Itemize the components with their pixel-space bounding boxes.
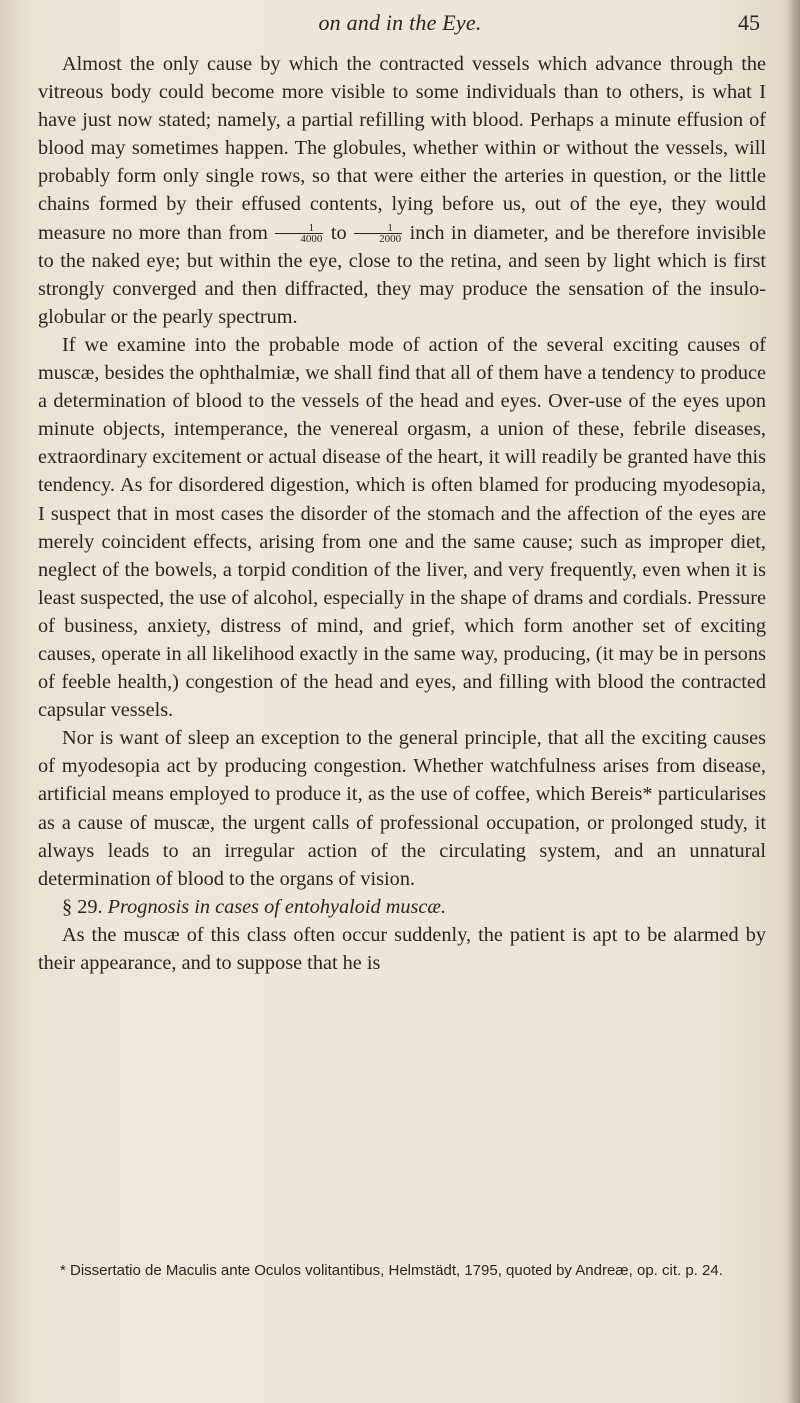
page-edge-shadow (786, 0, 800, 1403)
fraction-one-two-thousandth (354, 223, 402, 244)
paragraph-1 (38, 50, 766, 331)
page-number: 45 (738, 10, 760, 35)
paragraph-3: Nor is want of sleep an exception to the general principle, that all the exciting causes of myodesopia act by producing congestion. Whether watchfulness arises from disease, artificial means employed to produce it, as the use of coffee, which Bereis* particularises as a cause of muscæ, the urgent calls of professional occupation, or prolonged study, it always leads to an irregular action of the circulating system, and an unnatural determination of blood to the organs of vision. (38, 727, 766, 890)
section-title: Prognosis in cases of entohyaloid muscæ. (107, 895, 447, 918)
paragraph-1-part-a: Almost the only cause by which the contracted vessels which advance through the vitreous body could become more visible to some individuals than to others, is what I have just now stated; namely, a partial refilling with blood. Perhaps a minute effusion of blood may sometimes happen. The globules, whether within or without the vessels, will probably form only single rows, so that were either the arteries in question, or the little chains formed by their effused contents, lying before us, out of the eye, they would measure no more than from (38, 53, 766, 244)
section-heading (38, 893, 766, 921)
word-to: to (330, 221, 347, 244)
fraction-denominator: 4000 (300, 233, 323, 246)
running-title: on and in the Eye. (318, 10, 482, 35)
fraction-one-four-thousandth (275, 223, 323, 244)
fraction-numerator: 1 (275, 223, 323, 234)
section-paragraph: As the muscæ of this class often occur suddenly, the patient is apt to be alarmed by their appearance, and to suppose that he is (38, 923, 766, 974)
paragraph-1-part-b: inch in diameter, and be therefore invisible to the naked eye; but within the eye, close to the retina, and seen by light which is first strongly converged and then diffracted, they may produce the sensation of the insulo-globular or the pearly spectrum. (38, 221, 766, 328)
page-header (0, 6, 800, 46)
fraction-numerator: 1 (354, 223, 402, 234)
body-text (38, 50, 766, 977)
section-number: § 29. (62, 895, 103, 918)
footnote (38, 1262, 766, 1279)
paragraph-2: If we examine into the probable mode of action of the several exciting causes of muscæ, besides the ophthalmiæ, we shall find that all of them have a tendency to produce a determination of blood to the vessels of the head and eyes. Over-use of the eyes upon minute objects, intemperance, the venereal orgasm, a union of these, febrile diseases, extraordinary excitement or actual disease of the heart, it will readily be granted have this tendency. As for disordered digestion, which is often blamed for producing myodesopia, I suspect that in most cases the disorder of the stomach and the affection of the eyes are merely coincident effects, arising from one and the same cause; such as improper diet, neglect of the bowels, a torpid condition of the liver, and very frequently, even when it is least suspected, the use of alcohol, especially in the shape of drams and cordials. Pressure of business, anxiety, distress of mind, and grief, which form another set of exciting causes, operate in all likelihood exactly in the same way, producing, (it may be in persons of feeble health,) congestion of the head and eyes, and filling with blood the contracted capsular vessels. (38, 333, 766, 722)
fraction-denominator: 2000 (379, 233, 402, 246)
footnote-text: * Dissertatio de Maculis ante Oculos volitantibus, Helmstädt, 1795, quoted by Andreæ, op. cit. p. 24. (60, 1262, 723, 1279)
